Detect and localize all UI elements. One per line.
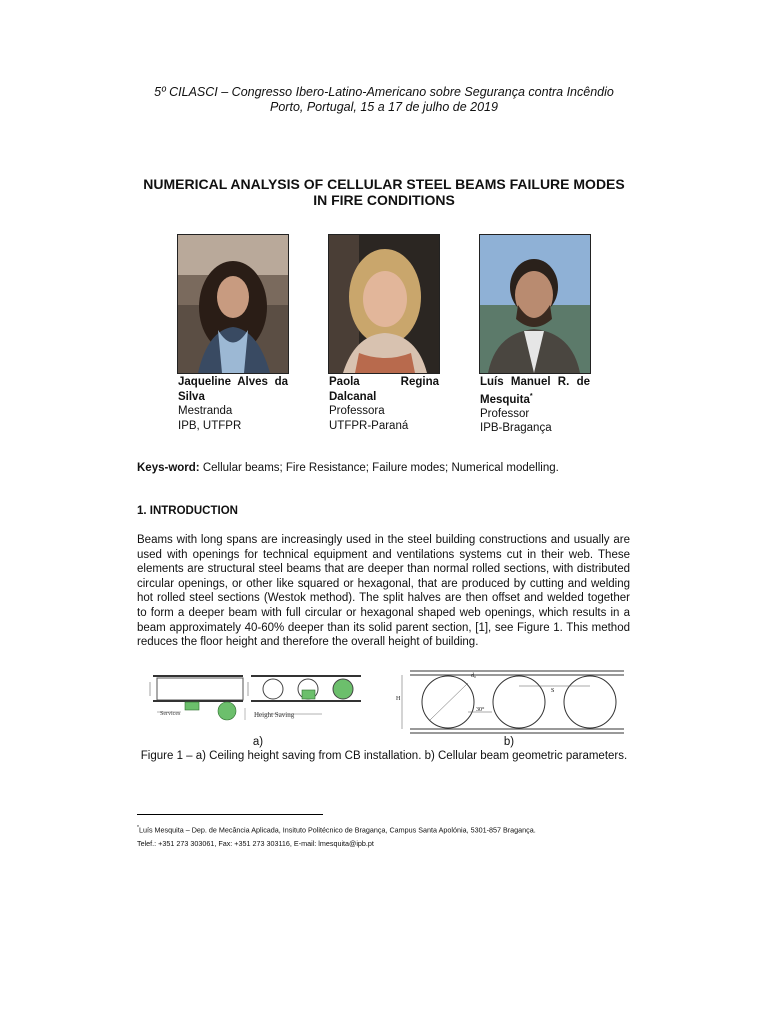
conference-name: 5º CILASCI – Congresso Ibero-Latino-Americano sobre Segurança contra Incêndio [154, 85, 614, 99]
author-role: Professor [480, 407, 530, 420]
figure-1a-label: a) [252, 736, 264, 748]
figure-1a-height-saving-label: Height Saving [254, 711, 295, 719]
keywords-label: Keys-word: [137, 462, 200, 474]
figure-1b-d0-label: d₀ [471, 673, 477, 679]
paper-title-line2: IN FIRE CONDITIONS [313, 192, 455, 208]
conference-location: Porto, Portugal, 15 a 17 de julho de 2019 [270, 100, 498, 114]
figure-1b [396, 668, 628, 736]
figure-1b-h-label: H [396, 696, 401, 702]
author-affiliation: IPB-Bragança [480, 422, 552, 435]
author-photo-3 [479, 234, 591, 374]
author-1 [178, 375, 288, 433]
author-photo-1 [177, 234, 289, 374]
footnote-mark: * [137, 825, 139, 831]
paper-title [100, 176, 668, 208]
author-name: Jaqueline Alves da Silva [178, 376, 288, 403]
paper-title-line1: NUMERICAL ANALYSIS OF CELLULAR STEEL BEAMS FAILURE MODES [143, 176, 625, 192]
figure-1a [147, 668, 367, 724]
author-portrait-1 [178, 235, 288, 373]
author-footnote-mark: * [529, 392, 533, 400]
author-name-text: Luís Manuel R. de Mesquita [480, 376, 590, 406]
author-role: Mestranda [178, 405, 233, 417]
keywords [137, 461, 630, 476]
author-affiliation: IPB, UTFPR [178, 419, 242, 432]
figure-1b-drawing [396, 668, 628, 736]
figure-1-caption: Figure 1 – a) Ceiling height saving from CB installation. b) Cellular beam geometric parameters. [140, 750, 628, 762]
keywords-text: Cellular beams; Fire Resistance; Failure modes; Numerical modelling. [199, 462, 559, 474]
footnote-author [137, 823, 536, 835]
figure-1b-s-label: S [551, 688, 555, 694]
author-photo-2 [328, 234, 440, 374]
author-2 [329, 375, 439, 433]
author-name: Paola Regina Dalcanal [329, 376, 439, 403]
introduction-paragraph: Beams with long spans are increasingly used in the steel building constructions and usually are used with openings for technical equipment and ventilations systems cut in their web. These elements are structural steel beams that are deeper than normal rolled sections, with distributed circular openings, or other like squared or hexagonal, that are produced by cutting and welding hot rolled steel sections (Westok method). The split halves are then offset and welded together to form a deeper beam with full circular or hexagonal shaped web openings, which results in a beam approximately 40-60% deeper than its solid parent section, [1], see Figure 1. This method reduces the floor height and therefore the overall height of building. [137, 534, 630, 649]
author-portrait-3 [480, 235, 590, 373]
figure-1a-services-label: Services [160, 711, 181, 717]
author-3 [480, 375, 590, 436]
author-role: Professora [329, 405, 385, 417]
footnote-divider [137, 814, 323, 815]
footnote-line1: Luís Mesquita – Dep. de Mecância Aplicada, Insituto Politécnico de Bragança, Campus Santa Apolónia, 5301-857 Bragança. [138, 825, 536, 835]
author-portrait-2 [329, 235, 439, 373]
section-heading: 1. INTRODUCTION [137, 505, 238, 517]
figure-1b-label: b) [503, 736, 515, 748]
footnote-contact: Telef.: +351 273 303061, Fax: +351 273 303116, E-mail: lmesquita@ipb.pt [137, 839, 374, 848]
author-name [480, 375, 590, 407]
author-affiliation: UTFPR-Paraná [329, 419, 409, 432]
figure-1b-angle-label: 30° [476, 707, 485, 713]
